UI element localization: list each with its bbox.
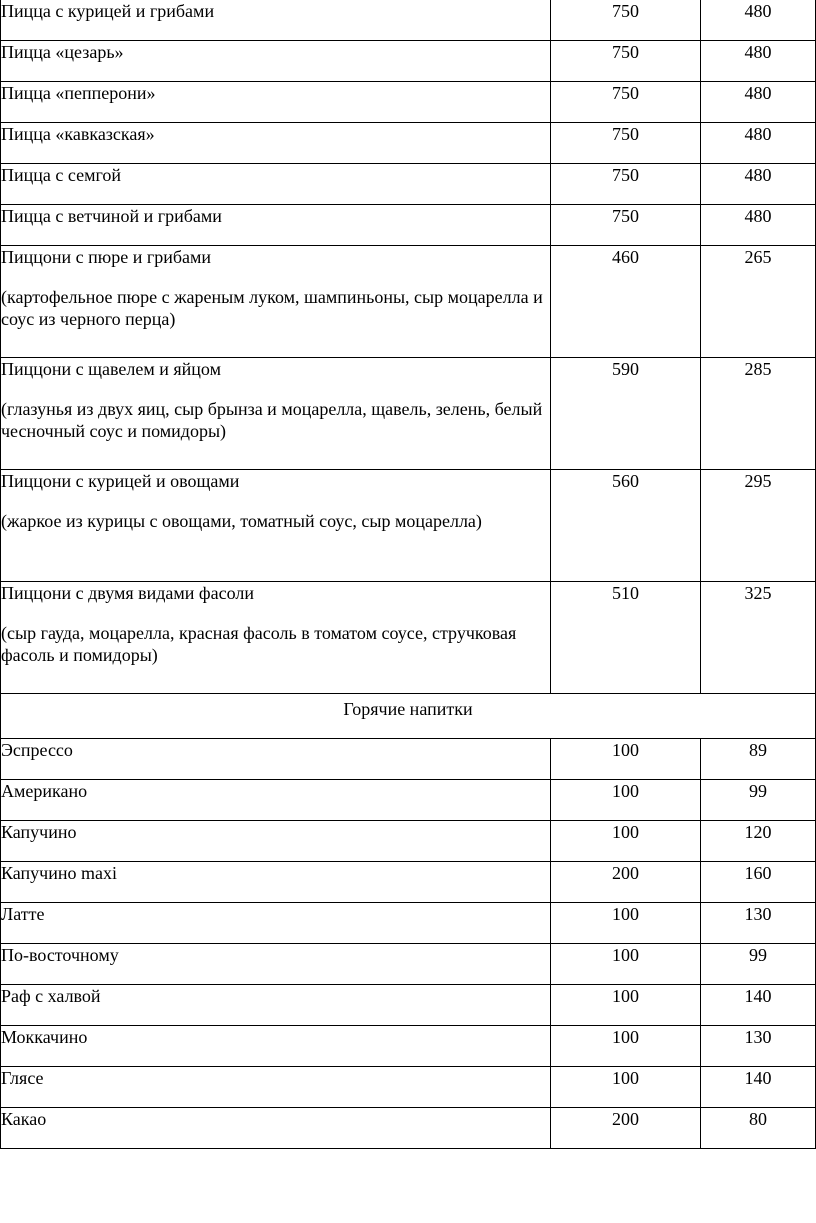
table-row: [1, 164, 816, 205]
item-price: 285: [701, 358, 816, 470]
item-description: (глазунья из двух яиц, сыр брынза и моцарелла, щавель, зелень, белый чесночный соус и помидоры): [1, 399, 543, 441]
table-row: [1, 205, 816, 246]
item-weight: 100: [551, 985, 701, 1026]
item-price: 140: [701, 985, 816, 1026]
item-name: Пицца «пепперони»: [1, 82, 551, 123]
item-price: 295: [701, 470, 816, 582]
item-weight: 100: [551, 780, 701, 821]
section-header-row: [1, 694, 816, 739]
item-weight: 510: [551, 582, 701, 694]
item-weight: 100: [551, 821, 701, 862]
table-row: [1, 944, 816, 985]
table-row: [1, 582, 816, 694]
item-price: 480: [701, 82, 816, 123]
item-description: (картофельное пюре с жареным луком, шампиньоны, сыр моцарелла и соус из черного перца): [1, 287, 543, 329]
table-row: [1, 1067, 816, 1108]
table-row: [1, 41, 816, 82]
item-name: Пицца с ветчиной и грибами: [1, 205, 551, 246]
item-name: Латте: [1, 903, 551, 944]
item-price: 140: [701, 1067, 816, 1108]
item-name: Американо: [1, 780, 551, 821]
item-weight: 750: [551, 0, 701, 41]
item-price: 130: [701, 903, 816, 944]
item-price: 89: [701, 739, 816, 780]
item-name: Пицца с курицей и грибами: [1, 0, 551, 41]
item-name: Пиццони с курицей и овощами: [1, 471, 240, 491]
item-description: (жаркое из курицы с овощами, томатный соус, сыр моцарелла): [1, 511, 482, 531]
table-row: [1, 358, 816, 470]
table-row: [1, 123, 816, 164]
item-weight: 750: [551, 123, 701, 164]
item-cell: [1, 246, 551, 358]
table-row: [1, 246, 816, 358]
table-row: [1, 82, 816, 123]
item-weight: 100: [551, 903, 701, 944]
item-name: Эспрессо: [1, 739, 551, 780]
section-title: Горячие напитки: [1, 694, 816, 739]
item-weight: 750: [551, 164, 701, 205]
item-cell: [1, 470, 551, 582]
item-price: 480: [701, 123, 816, 164]
table-row: [1, 985, 816, 1026]
item-weight: 460: [551, 246, 701, 358]
item-name: Капучино: [1, 821, 551, 862]
item-weight: 100: [551, 739, 701, 780]
table-row: [1, 1026, 816, 1067]
item-name: Пиццони с двумя видами фасоли: [1, 583, 254, 603]
item-price: 480: [701, 205, 816, 246]
item-weight: 590: [551, 358, 701, 470]
item-price: 480: [701, 0, 816, 41]
item-weight: 750: [551, 82, 701, 123]
item-name: По-восточному: [1, 944, 551, 985]
item-price: 120: [701, 821, 816, 862]
item-name: Глясе: [1, 1067, 551, 1108]
item-description: (сыр гауда, моцарелла, красная фасоль в томатом соусе, стручковая фасоль и помидоры): [1, 623, 517, 665]
item-weight: 100: [551, 1026, 701, 1067]
item-name: Моккачино: [1, 1026, 551, 1067]
item-price: 325: [701, 582, 816, 694]
item-price: 80: [701, 1108, 816, 1149]
item-cell: [1, 358, 551, 470]
item-name: Какао: [1, 1108, 551, 1149]
item-cell: [1, 582, 551, 694]
item-price: 480: [701, 164, 816, 205]
item-weight: 200: [551, 1108, 701, 1149]
table-row: [1, 1108, 816, 1149]
item-weight: 750: [551, 41, 701, 82]
item-weight: 100: [551, 944, 701, 985]
table-row: [1, 780, 816, 821]
item-price: 130: [701, 1026, 816, 1067]
table-row: [1, 862, 816, 903]
item-weight: 100: [551, 1067, 701, 1108]
item-weight: 200: [551, 862, 701, 903]
table-row: [1, 470, 816, 582]
item-price: 99: [701, 780, 816, 821]
item-price: 265: [701, 246, 816, 358]
item-weight: 560: [551, 470, 701, 582]
table-row: [1, 0, 816, 41]
item-name: Пиццони с пюре и грибами: [1, 247, 212, 267]
item-weight: 750: [551, 205, 701, 246]
item-name: Пиццони с щавелем и яйцом: [1, 359, 221, 379]
table-row: [1, 739, 816, 780]
item-price: 99: [701, 944, 816, 985]
item-price: 480: [701, 41, 816, 82]
table-row: [1, 821, 816, 862]
item-price: 160: [701, 862, 816, 903]
item-name: Капучино maxi: [1, 862, 551, 903]
item-name: Пицца «кавказская»: [1, 123, 551, 164]
table-row: [1, 903, 816, 944]
item-name: Пицца «цезарь»: [1, 41, 551, 82]
item-name: Раф с халвой: [1, 985, 551, 1026]
item-name: Пицца с семгой: [1, 164, 551, 205]
